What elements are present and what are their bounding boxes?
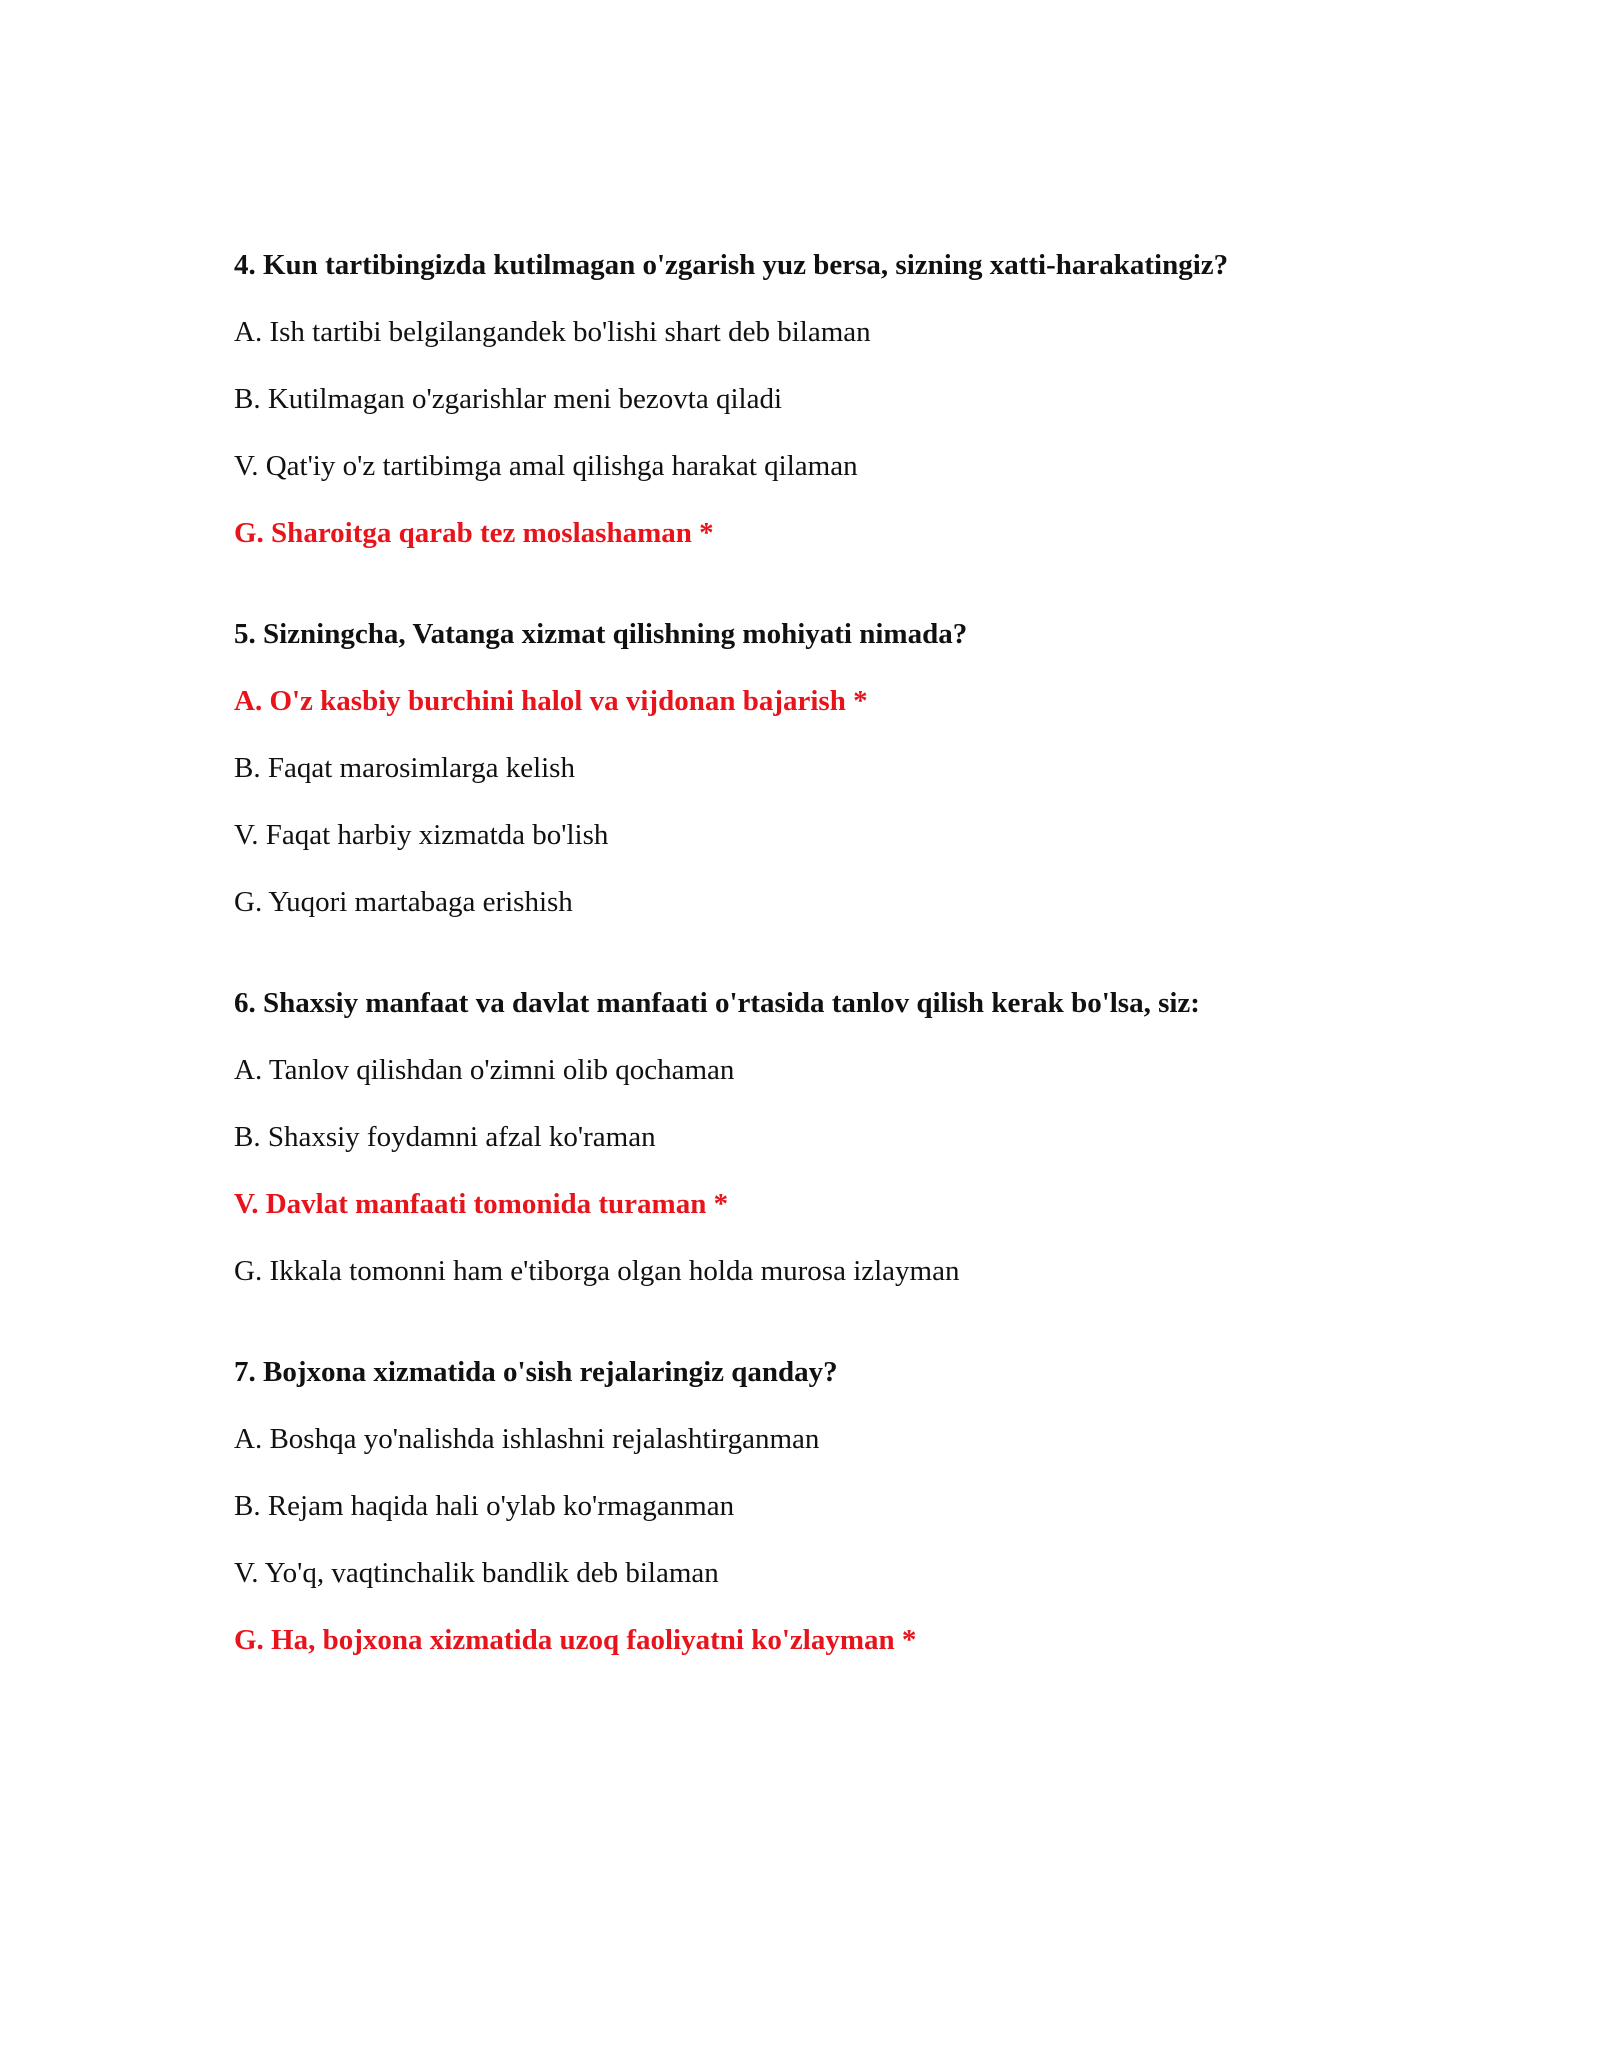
option-g: G. Ikkala tomonni ham e'tiborga olgan holda murosa izlayman (234, 1255, 960, 1287)
option-g: G. Yuqori martabaga erishish (234, 886, 573, 918)
option-v: V. Qat'iy o'z tartibimga amal qilishga harakat qilaman (234, 450, 858, 482)
question-7 (234, 1355, 1374, 1657)
option-b: B. Faqat marosimlarga kelish (234, 752, 575, 784)
option-b: B. Kutilmagan o'zgarishlar meni bezovta qiladi (234, 383, 783, 415)
question-text: 4. Kun tartibingizda kutilmagan o'zgarish yuz bersa, sizning xatti-harakatingiz? (234, 249, 1229, 281)
option-a: A. Tanlov qilishdan o'zimni olib qochaman (234, 1054, 735, 1086)
question-text: 5. Sizningcha, Vatanga xizmat qilishning mohiyati nimada? (234, 618, 968, 650)
question-4 (234, 248, 1374, 550)
option-a-correct: A. O'z kasbiy burchini halol va vijdonan bajarish * (234, 685, 868, 717)
option-v-correct: V. Davlat manfaati tomonida turaman * (234, 1188, 729, 1220)
option-b: B. Rejam haqida hali o'ylab ko'rmaganman (234, 1490, 735, 1522)
question-6 (234, 986, 1374, 1288)
option-v: V. Yo'q, vaqtinchalik bandlik deb bilaman (234, 1557, 719, 1589)
document-page (234, 248, 1374, 1657)
option-a: A. Ish tartibi belgilangandek bo'lishi shart deb bilaman (234, 316, 871, 348)
option-v: V. Faqat harbiy xizmatda bo'lish (234, 819, 609, 851)
question-text: 7. Bojxona xizmatida o'sish rejalaringiz qanday? (234, 1356, 838, 1388)
option-b: B. Shaxsiy foydamni afzal ko'raman (234, 1121, 656, 1153)
question-5 (234, 617, 1374, 919)
question-text: 6. Shaxsiy manfaat va davlat manfaati o'rtasida tanlov qilish kerak bo'lsa, siz: (234, 987, 1200, 1019)
option-g-correct: G. Sharoitga qarab tez moslashaman * (234, 517, 714, 549)
option-g-correct: G. Ha, bojxona xizmatida uzoq faoliyatni ko'zlayman * (234, 1624, 917, 1656)
option-a: A. Boshqa yo'nalishda ishlashni rejalashtirganman (234, 1423, 820, 1455)
